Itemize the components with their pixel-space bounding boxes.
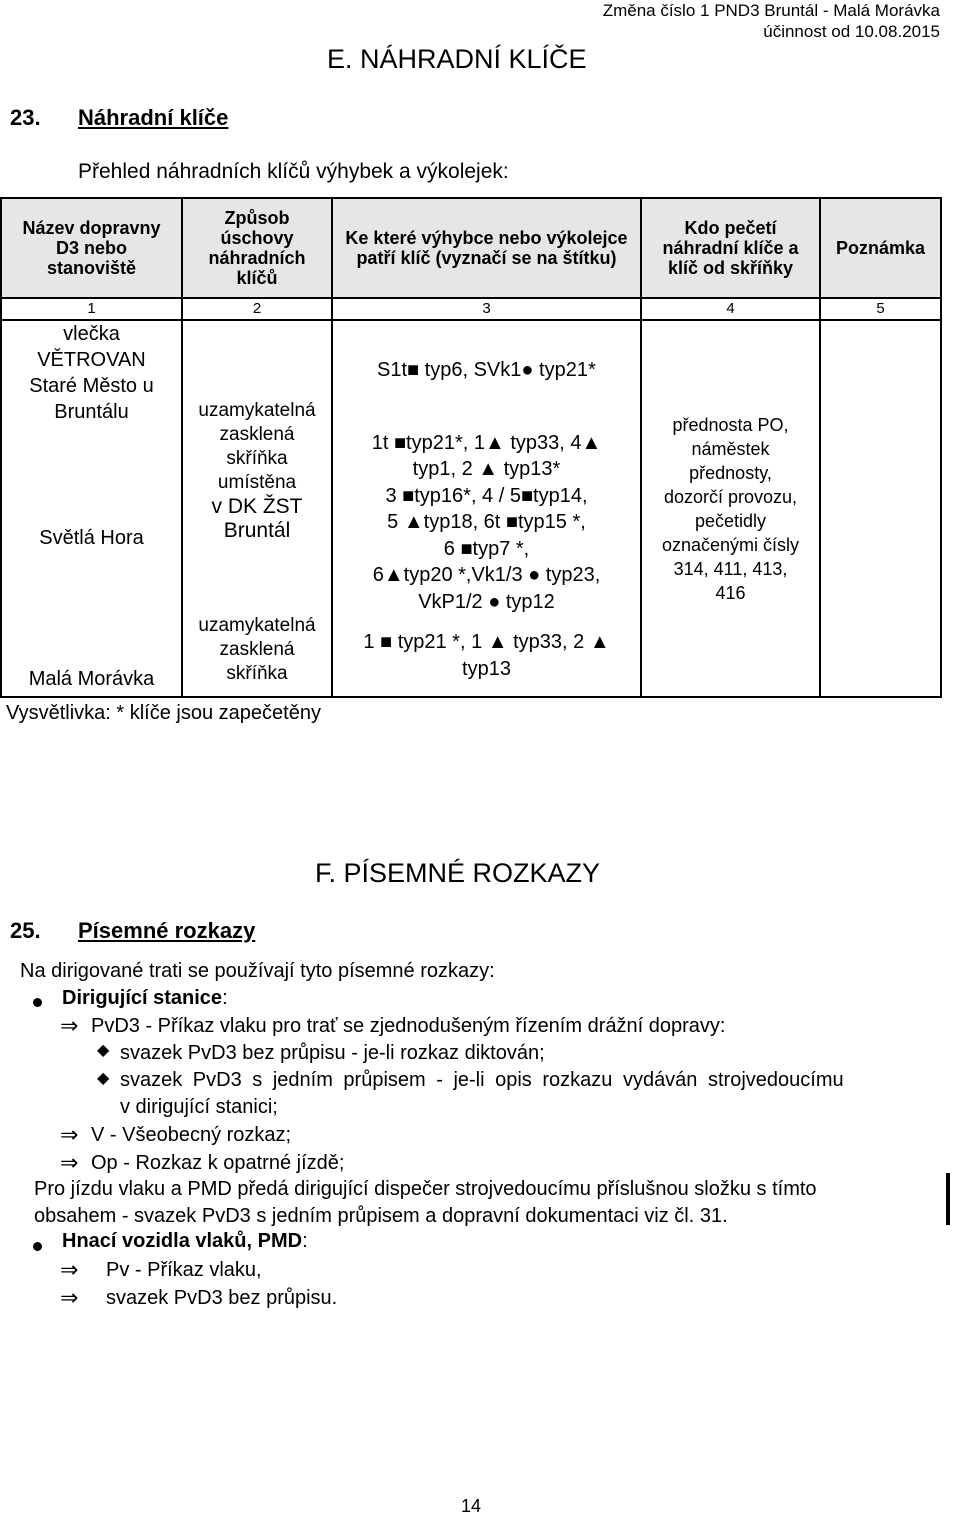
header-switch: Ke které výhybce nebo výkolejce patří klíč (vyznačí se na štítku)	[332, 198, 641, 298]
storage-mala-moravka: uzamykatelná zasklená skříňka	[198, 615, 316, 684]
change-notice	[603, 0, 940, 42]
section-f-title: F. PÍSEMNÉ ROZKAZY	[315, 858, 601, 888]
header-sealer: Kdo pečetí náhradní klíče a klíč od skříňky	[641, 198, 820, 298]
section-23-heading: Náhradní klíče	[78, 105, 229, 130]
pvd3-no-copy-vehicle: svazek PvD3 bez průpisu.	[106, 1287, 338, 1309]
arrow-right-icon: ⇒	[60, 1150, 79, 1175]
pvd3-order: PvD3 - Příkaz vlaku pro trať se zjednodušeným řízením drážní dopravy:	[91, 1015, 726, 1037]
keys-vleck: S1t■ typ6, SVk1● typ21*	[377, 359, 596, 381]
change-notice-line1: Změna číslo 1 PND3 Bruntál - Malá Morávka	[602, 1, 940, 20]
section-25-heading: Písemné rozkazy	[78, 918, 256, 943]
header-storage: Způsob úschovy náhradních klíčů	[182, 198, 332, 298]
page-number: 14	[461, 1496, 482, 1516]
diamond-bullet-icon: ◆	[97, 1042, 110, 1059]
station-cell	[1, 320, 182, 697]
dispatching-station-item: Dirigující stanice:	[62, 987, 228, 1009]
v-order: V - Všeobecný rozkaz;	[91, 1124, 292, 1146]
vehicles-item: Hnací vozidla vlaků, PMD:	[62, 1230, 308, 1252]
col-number-3: 3	[332, 298, 641, 320]
keys-mala-moravka: 1 ■ typ21 *, 1 ▲ typ33, 2 ▲ typ13	[363, 631, 610, 680]
sealer-svetla-hora: přednosta PO, náměstek přednosty, dozorčí provozu, pečetidly označenými čísly 314, 411, 413, 416	[661, 415, 800, 603]
arrow-right-icon: ⇒	[60, 1285, 79, 1310]
header-station-name: Název dopravny D3 nebo stanoviště	[1, 198, 182, 298]
section-23-number: 23.	[10, 105, 41, 130]
station-vleck: vlečka VĚTROVAN Staré Město u Bruntálu	[29, 323, 154, 423]
keys-svetla-hora: 1t ■typ21*, 1▲ typ33, 4▲ typ1, 2 ▲ typ13* 3 ■typ16*, 4 / 5■typ14, 5 ▲typ18, 6t ■typ15 *, 6 ■typ7 *, 6▲typ20 *,Vk1/3 ● typ23, VkP1/2 ● typ12	[371, 431, 602, 613]
orders-intro: Na dirigované trati se používají tyto písemné rozkazy:	[20, 960, 495, 982]
change-notice-line2: účinnost od 10.08.2015	[763, 22, 940, 41]
station-mala-moravka: Malá Morávka	[28, 668, 155, 690]
legend: Vysvětlivka: * klíče jsou zapečetěny	[6, 702, 321, 724]
col-number-1: 1	[1, 298, 182, 320]
arrow-right-icon: ⇒	[60, 1122, 79, 1147]
storage-svetla-hora: uzamykatelná zasklená skříňka umístěna v DK ŽST Bruntál	[198, 400, 316, 542]
col-number-4: 4	[641, 298, 820, 320]
section-e-title: E. NÁHRADNÍ KLÍČE	[327, 44, 587, 74]
keys-cell	[332, 320, 641, 697]
header-note: Poznámka	[820, 198, 941, 298]
col-number-5: 5	[820, 298, 941, 320]
pvd3-with-copy-cont: v dirigující stanici;	[120, 1096, 278, 1118]
pv-order: Pv - Příkaz vlaku,	[106, 1259, 262, 1281]
pvd3-no-copy: svazek PvD3 bez průpisu - je-li rozkaz diktován;	[120, 1042, 545, 1064]
station-svetla-hora: Světlá Hora	[39, 527, 144, 549]
diamond-bullet-icon: ◆	[97, 1070, 110, 1087]
op-order: Op - Rozkaz k opatrné jízdě;	[91, 1152, 345, 1174]
keys-overview-subtitle: Přehled náhradních klíčů výhybek a výkolejek:	[78, 160, 509, 183]
section-25-number: 25.	[10, 918, 41, 943]
col-number-2: 2	[182, 298, 332, 320]
pmd-paragraph-line1: Pro jízdu vlaku a PMD předá dirigující dispečer strojvedoucímu příslušnou složku s tímto	[34, 1178, 817, 1200]
arrow-right-icon: ⇒	[60, 1257, 79, 1282]
storage-cell	[182, 320, 332, 697]
pvd3-with-copy: svazek PvD3 s jedním průpisem - je-li opis rozkazu vydáván strojvedoucímu	[120, 1069, 844, 1091]
sealer-cell	[641, 320, 820, 697]
arrow-right-icon: ⇒	[60, 1013, 79, 1038]
change-bar	[946, 1173, 950, 1225]
bullet-icon	[33, 1238, 42, 1256]
spare-keys-table	[0, 197, 942, 698]
note-cell	[820, 320, 941, 697]
pmd-paragraph-line2: obsahem - svazek PvD3 s jedním průpisem a dopravní dokumentaci viz čl. 31.	[34, 1205, 728, 1227]
bullet-icon	[33, 994, 42, 1012]
